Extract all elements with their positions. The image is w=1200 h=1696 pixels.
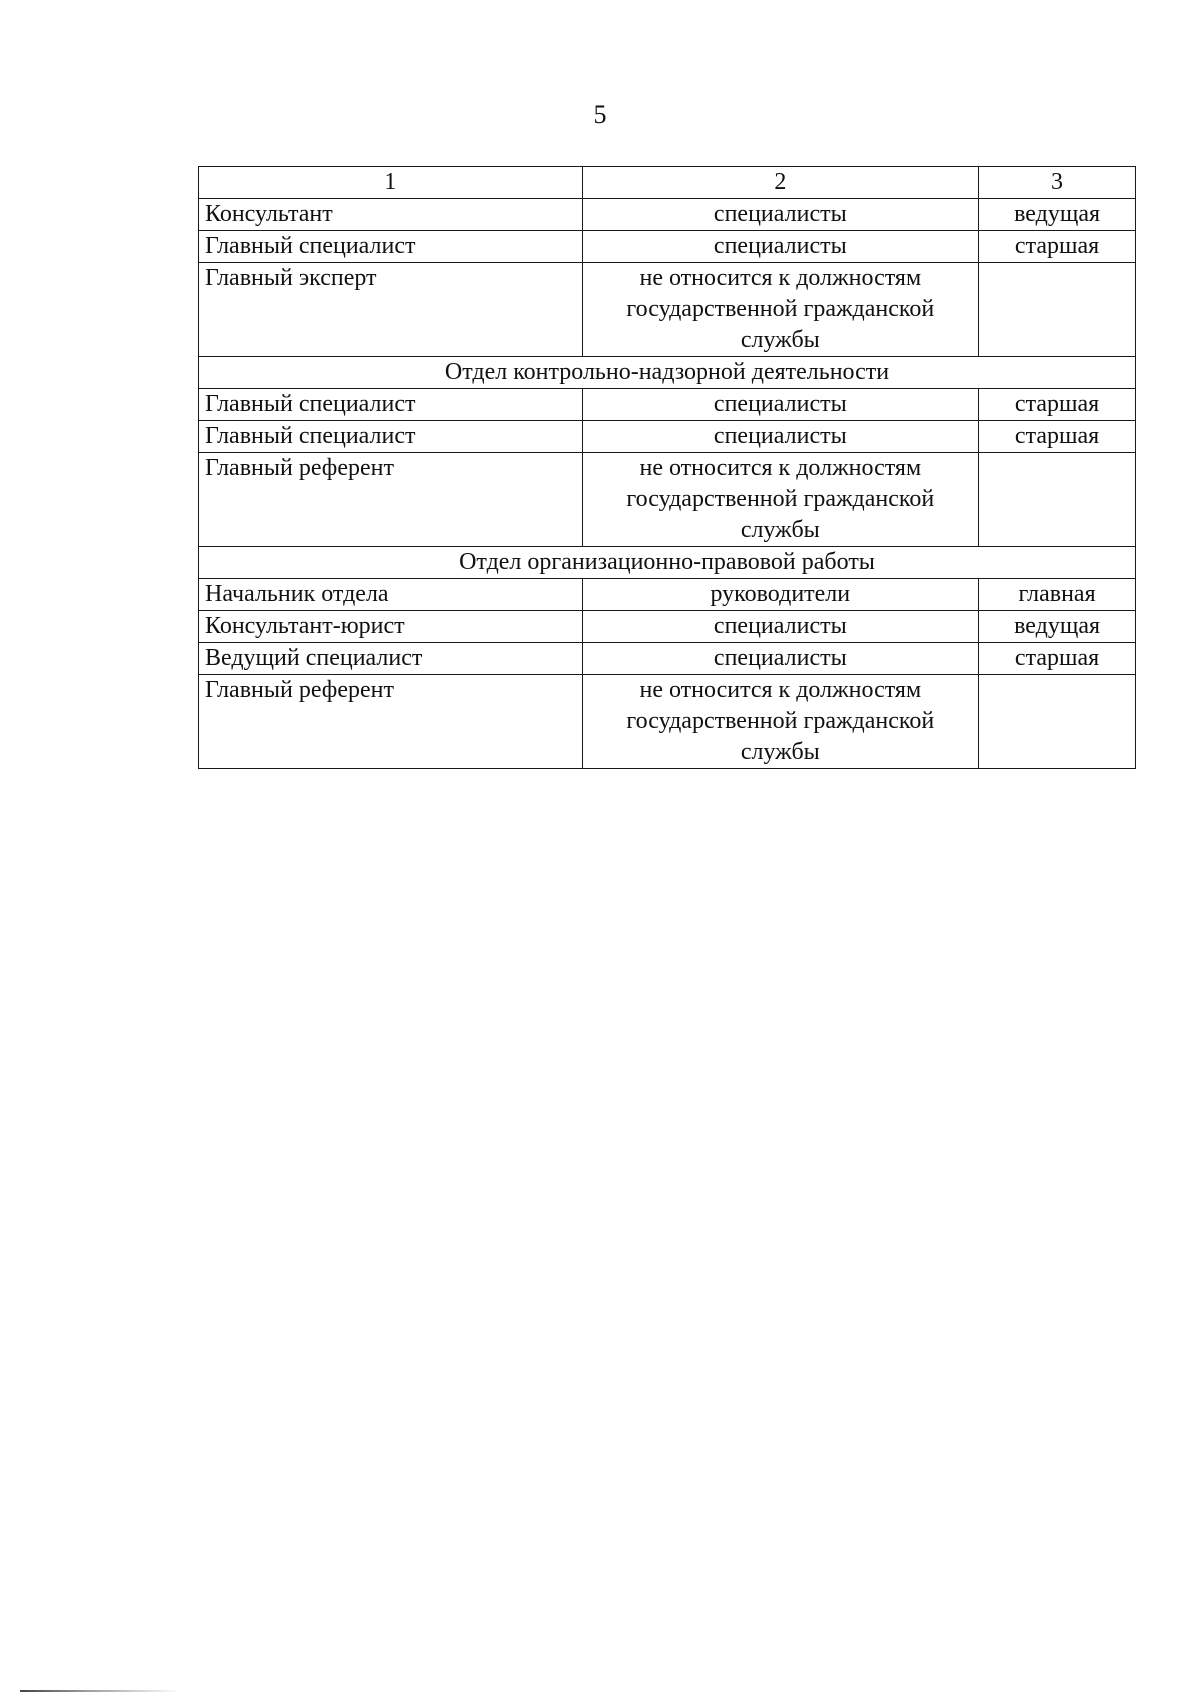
- category-cell: главная: [979, 579, 1136, 611]
- table-row: [199, 643, 1136, 675]
- table-row: [199, 453, 1136, 547]
- staff-positions-table: [198, 166, 1136, 769]
- category-cell: старшая: [979, 231, 1136, 263]
- group-cell: специалисты: [582, 389, 979, 421]
- group-cell: специалисты: [582, 611, 979, 643]
- group-cell: не относится к должностям государственной гражданской службы: [582, 675, 979, 769]
- table-row: [199, 199, 1136, 231]
- section-row: [199, 357, 1136, 389]
- section-title: Отдел организационно-правовой работы: [199, 547, 1136, 579]
- group-cell: специалисты: [582, 199, 979, 231]
- table-row: [199, 421, 1136, 453]
- position-cell: Начальник отдела: [199, 579, 583, 611]
- category-cell: старшая: [979, 421, 1136, 453]
- table-row: [199, 579, 1136, 611]
- table-row: [199, 231, 1136, 263]
- table-row: [199, 611, 1136, 643]
- category-cell: [979, 453, 1136, 547]
- position-cell: Главный специалист: [199, 421, 583, 453]
- category-cell: ведущая: [979, 611, 1136, 643]
- section-title: Отдел контрольно-надзорной деятельности: [199, 357, 1136, 389]
- group-cell: руководители: [582, 579, 979, 611]
- category-cell: старшая: [979, 643, 1136, 675]
- table-row: [199, 675, 1136, 769]
- category-cell: старшая: [979, 389, 1136, 421]
- position-cell: Консультант-юрист: [199, 611, 583, 643]
- position-cell: Главный специалист: [199, 231, 583, 263]
- table-row: [199, 389, 1136, 421]
- group-cell: специалисты: [582, 421, 979, 453]
- position-cell: Главный эксперт: [199, 263, 583, 357]
- category-cell: ведущая: [979, 199, 1136, 231]
- position-cell: Главный референт: [199, 675, 583, 769]
- position-cell: Главный специалист: [199, 389, 583, 421]
- category-cell: [979, 263, 1136, 357]
- position-cell: Ведущий специалист: [199, 643, 583, 675]
- table-row: [199, 263, 1136, 357]
- position-cell: Консультант: [199, 199, 583, 231]
- column-number-2: 2: [582, 167, 979, 199]
- page-number: 5: [593, 100, 607, 129]
- position-cell: Главный референт: [199, 453, 583, 547]
- group-cell: специалисты: [582, 643, 979, 675]
- scan-artifact-line: [20, 1690, 180, 1692]
- group-cell: не относится к должностям государственной гражданской службы: [582, 453, 979, 547]
- group-cell: специалисты: [582, 231, 979, 263]
- column-number-1: 1: [199, 167, 583, 199]
- table-header-row: [199, 167, 1136, 199]
- group-cell: не относится к должностям государственной гражданской службы: [582, 263, 979, 357]
- section-row: [199, 547, 1136, 579]
- category-cell: [979, 675, 1136, 769]
- column-number-3: 3: [979, 167, 1136, 199]
